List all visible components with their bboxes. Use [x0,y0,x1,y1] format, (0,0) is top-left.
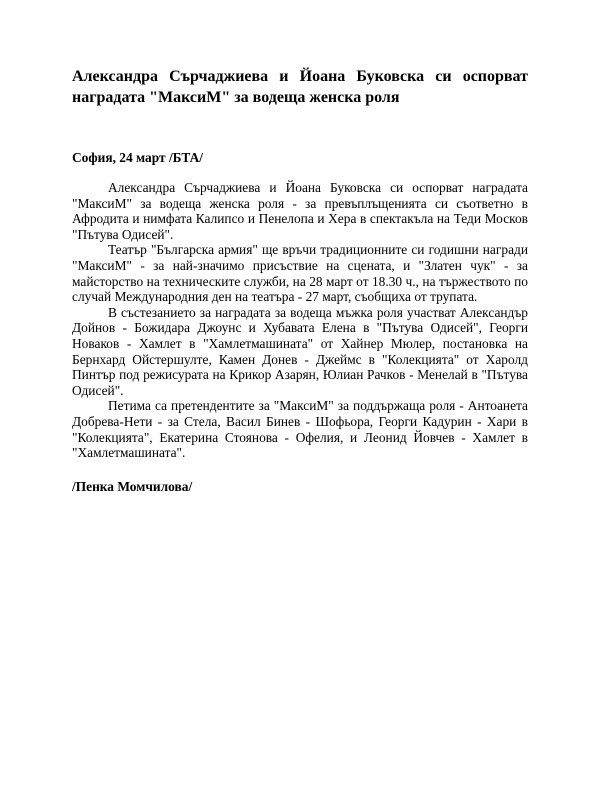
article-body [72,180,528,461]
article-paragraph: Театър "Българска армия" ще връчи традиционните си годишни награди "МаксиМ" - за най-значимо присъствие на сцената, и "Златен чук" - за майсторство на техническите служби, на 28 март от 18.30 ч., на тържеството по случай Международния ден на театъра - 27 март, съобщиха от трупата. [72,242,528,305]
article-dateline: София, 24 март /БТА/ [72,150,203,165]
document-page [72,66,528,495]
article-headline: Александра Сърчаджиева и Йоана Буковска си оспорват наградата "МаксиМ" за водеща женска роля [72,68,528,106]
article-paragraph: Александра Сърчаджиева и Йоана Буковска си оспорват наградата "МаксиМ" за водеща женска роля - за превъплъщенията си съответно в Афродита и нимфата Калипсо и Пенелопа и Хера в спектакъла на Теди Москов "Пътува Одисей". [72,180,528,242]
article-signature: /Пенка Момчилова/ [72,478,193,494]
article-paragraph: Петима са претендентите за "МаксиМ" за поддържаща роля - Антоанета Добрева-Нети - за Стела, Васил Бинев - Шофьора, Георги Кадурин - Хари в "Колекцията", Екатерина Стоянова - Офелия, и Леонид Йовчев - Хамлет в "Хамлетмашината". [72,398,528,461]
article-paragraph: В състезанието за наградата за водеща мъжка роля участват Александър Дойнов - Божидара Джоунс и Хубавата Елена в "Пътува Одисей", Георги Новаков - Хамлет в "Хамлетмашината" от Хайнер Мюлер, постановка на Бернхард Ойстершулте, Камен Донев - Джеймс в "Колекцията" от Харолд Пинтър под режисурата на Крикор Азарян, Юлиан Рачков - Менелай в "Пътува Одисей". [72,304,528,398]
